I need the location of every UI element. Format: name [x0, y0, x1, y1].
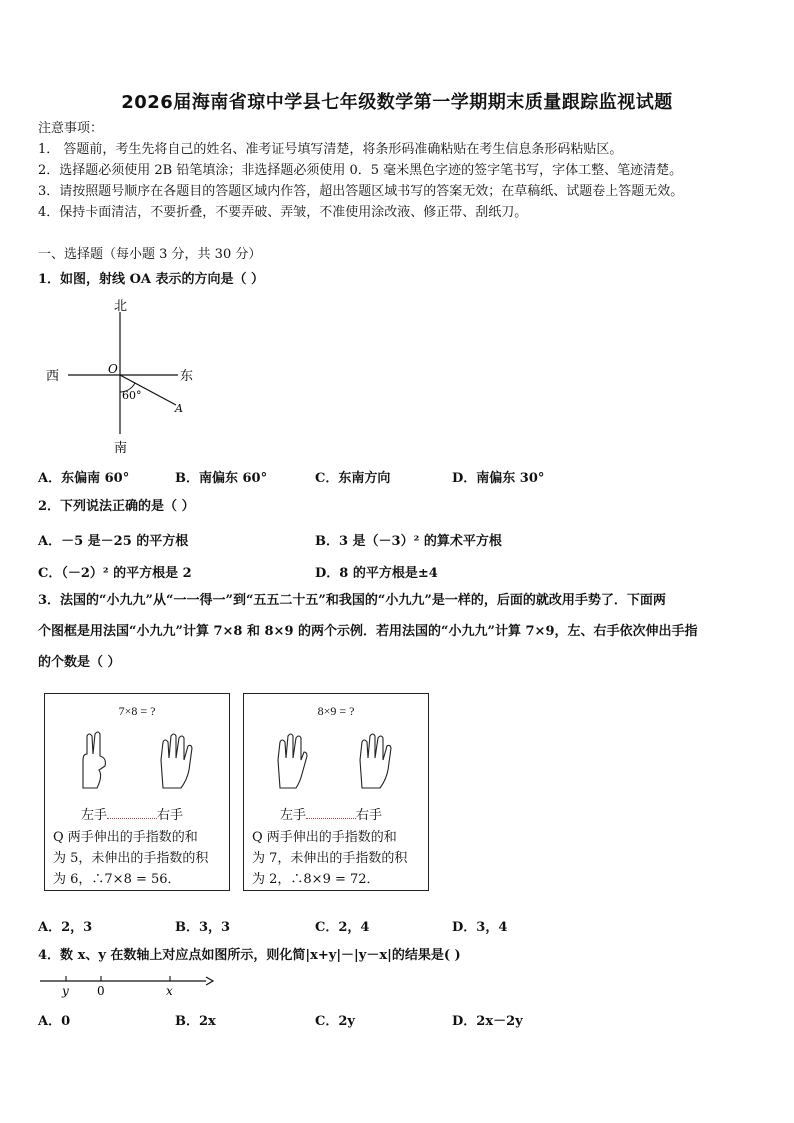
left-hand-icon [278, 734, 307, 788]
hands-illustration [274, 730, 404, 792]
notice-item-4: 4．保持卡面清洁，不要折叠，不要弄破、弄皱，不准使用涂改液、修正带、刮纸刀。 [38, 205, 528, 220]
q1-option-b: B．南偏东 60° [175, 471, 268, 486]
q4-stem: 4．数 x、y 在数轴上对应点如图所示，则化简|x+y|－|y－x|的结果是( ) [38, 948, 461, 963]
right-hand-icon [360, 734, 391, 788]
compass-figure [38, 296, 218, 456]
q3-line-3: 的个数是（ ） [38, 655, 121, 670]
q1-option-a: A．东偏南 60° [38, 471, 130, 486]
notice-item-1: 1． 答题前，考生先将自己的姓名、准考证号填写清楚，将条形码准确粘贴在考生信息条形码粘贴区。 [38, 142, 623, 157]
panel-line-1: Q 两手伸出的手指数的和 [252, 830, 397, 845]
q2-option-a: A．－5 是－25 的平方根 [38, 534, 189, 549]
q3-line-2: 个图框是用法国“小九九”计算 7×8 和 8×9 的两个示例．若用法国的“小九九”计算 7×9，左、右手依次伸出手指 [38, 624, 698, 639]
example-panel-2 [243, 693, 429, 891]
panel-caption: 7×8 = ? [118, 704, 156, 718]
notice-item-2: 2．选择题必须使用 2B 铅笔填涂；非选择题必须使用 0．5 毫米黑色字迹的签字笔书写，字体工整、笔迹清楚。 [38, 163, 683, 178]
west-label: 西 [46, 369, 60, 384]
panel-line-1: Q 两手伸出的手指数的和 [53, 830, 198, 845]
panel-line-3: 为 6，∴7×8 = 56． [53, 872, 181, 887]
hands-caption: 左手 右手 [81, 808, 184, 823]
panel-line-2: 为 5，未伸出的手指数的积 [53, 851, 209, 866]
number-line [38, 972, 218, 998]
q4-option-d: D．2x－2y [452, 1014, 523, 1029]
q3-line-1: 3．法国的“小九九”从“一一得一”到“五五二十五”和我国的“小九九”是一样的，后面的就改用手势了．下面两 [38, 593, 666, 608]
angle-label: 60° [122, 389, 142, 402]
q1-option-c: C．东南方向 [315, 471, 391, 486]
panel-line-2: 为 7，未伸出的手指数的积 [252, 851, 408, 866]
q4-option-c: C．2y [315, 1014, 355, 1029]
notice-item-3: 3．请按照题号顺序在各题目的答题区域内作答，超出答题区域书写的答案无效；在草稿纸、试题卷上答题无效。 [38, 184, 684, 199]
q2-option-d: D．8 的平方根是±4 [315, 566, 438, 581]
q4-option-a: A．0 [38, 1014, 71, 1029]
page-title: 2026届海南省琼中学县七年级数学第一学期期末质量跟踪监视试题 [121, 92, 673, 113]
zero-label: 0 [97, 984, 105, 998]
example-panel-1 [44, 693, 230, 891]
north-label: 北 [114, 299, 128, 314]
x-point-label: x [166, 984, 173, 998]
right-hand-icon [161, 734, 192, 788]
east-label: 东 [180, 369, 194, 384]
notice-heading: 注意事项： [38, 121, 104, 136]
south-label: 南 [114, 441, 128, 456]
section-heading: 一、选择题（每小题 3 分，共 30 分） [38, 247, 262, 262]
q2-option-b: B．3 是（－3）² 的算术平方根 [315, 534, 502, 549]
q3-option-d: D．3，4 [452, 920, 508, 935]
left-hand-icon [83, 732, 105, 788]
q3-option-c: C．2，4 [315, 920, 370, 935]
ray-label: A [175, 402, 183, 415]
hands-illustration [75, 730, 205, 792]
y-point-label: y [62, 984, 69, 998]
panel-caption: 8×9 = ? [317, 704, 355, 718]
arrow-icon [206, 977, 213, 985]
q3-option-a: A．2，3 [38, 920, 93, 935]
panel-line-3: 为 2，∴8×9 = 72． [252, 872, 380, 887]
q2-option-c: C．（－2）² 的平方根是 2 [38, 566, 192, 581]
q1-stem: 1．如图，射线 OA 表示的方向是（ ） [38, 272, 265, 287]
origin-label: O [108, 362, 118, 376]
q4-option-b: B．2x [175, 1014, 216, 1029]
q3-option-b: B．3，3 [175, 920, 231, 935]
hands-caption: 左手 右手 [280, 808, 383, 823]
q2-stem: 2．下列说法正确的是（ ） [38, 499, 195, 514]
q1-option-d: D．南偏东 30° [452, 471, 545, 486]
